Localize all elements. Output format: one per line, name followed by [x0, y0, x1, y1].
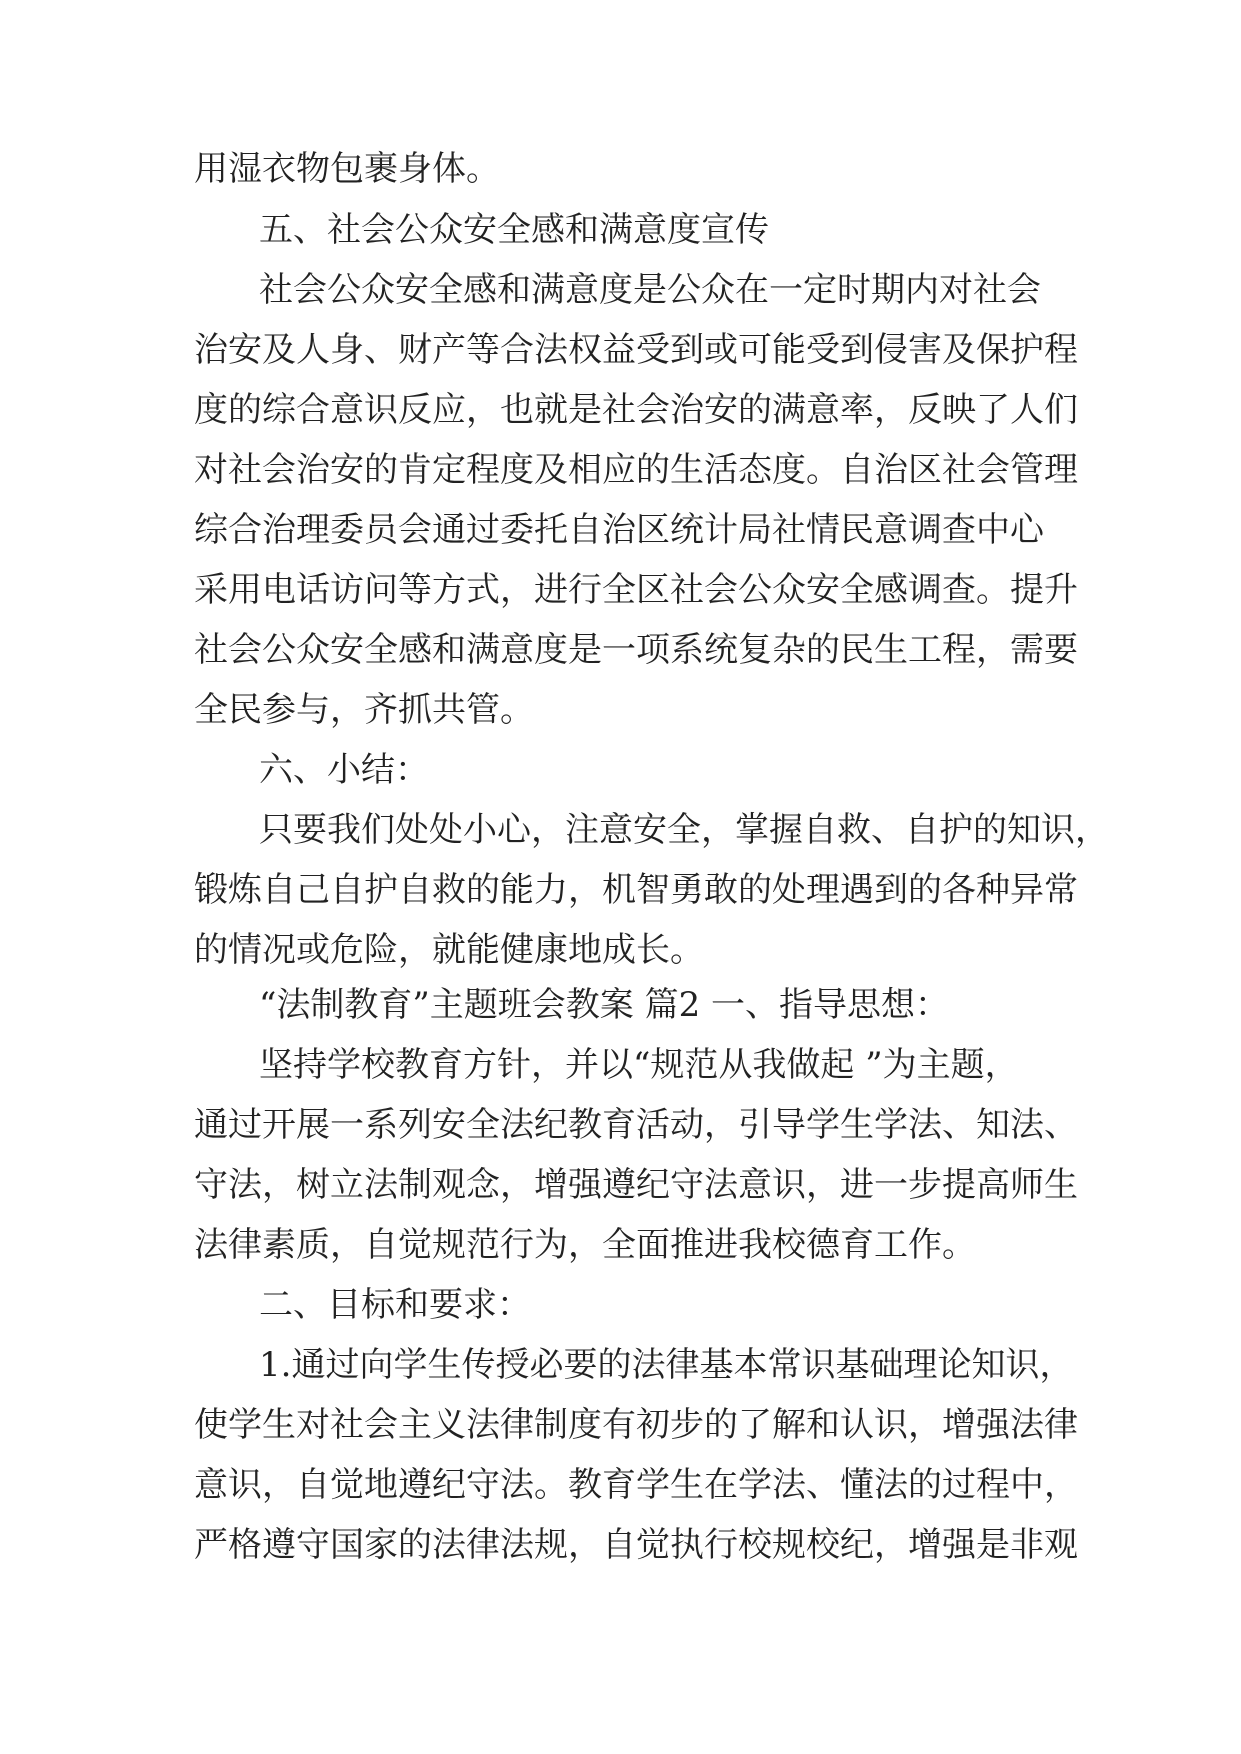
text-line: 社会公众安全感和满意度是一项系统复杂的民生工程，需要: [194, 630, 1078, 670]
text-line: 社会公众安全感和满意度是公众在一定时期内对社会: [259, 270, 1041, 310]
text-line: 守法，树立法制观念，增强遵纪守法意识，进一步提高师生: [194, 1165, 1078, 1205]
text-line: 坚持学校教育方针，并以“规范从我做起 ”为主题，: [259, 1045, 1019, 1085]
text-line: 的情况或危险，就能健康地成长。: [194, 930, 704, 970]
text-line: 度的综合意识反应，也就是社会治安的满意率，反映了人们: [194, 390, 1078, 430]
text-line: 法律素质，自觉规范行为，全面推进我校德育工作。: [194, 1225, 976, 1265]
text-line: 用湿衣物包裹身体。: [194, 149, 500, 189]
text-line: 1.通过向学生传授必要的法律基本常识基础理论知识，: [259, 1345, 1074, 1385]
section-heading: 五、社会公众安全感和满意度宣传: [259, 210, 769, 250]
text-line: 使学生对社会主义法律制度有初步的了解和认识，增强法律: [194, 1405, 1078, 1445]
text-line: 全民参与，齐抓共管。: [194, 690, 534, 730]
section-heading: 六、小结：: [259, 750, 429, 790]
text-line: 采用电话访问等方式，进行全区社会公众安全感调查。提升: [194, 570, 1078, 610]
section-heading: “法制教育”主题班会教案 篇2 一、指导思想：: [259, 985, 950, 1025]
text-line: 锻炼自己自护自救的能力，机智勇敢的处理遇到的各种异常: [194, 870, 1078, 910]
section-heading: 二、目标和要求：: [259, 1285, 531, 1325]
text-line: 对社会治安的肯定程度及相应的生活态度。自治区社会管理: [194, 450, 1078, 490]
text-line: 意识，自觉地遵纪守法。教育学生在学法、懂法的过程中，: [194, 1465, 1078, 1505]
text-line: 严格遵守国家的法律法规，自觉执行校规校纪，增强是非观: [194, 1525, 1078, 1565]
text-line: 只要我们处处小心，注意安全，掌握自救、自护的知识，: [259, 810, 1109, 850]
text-line: 通过开展一系列安全法纪教育活动，引导学生学法、知法、: [194, 1105, 1078, 1145]
text-line: 治安及人身、财产等合法权益受到或可能受到侵害及保护程: [194, 330, 1078, 370]
text-line: 综合治理委员会通过委托自治区统计局社情民意调查中心: [194, 510, 1044, 550]
